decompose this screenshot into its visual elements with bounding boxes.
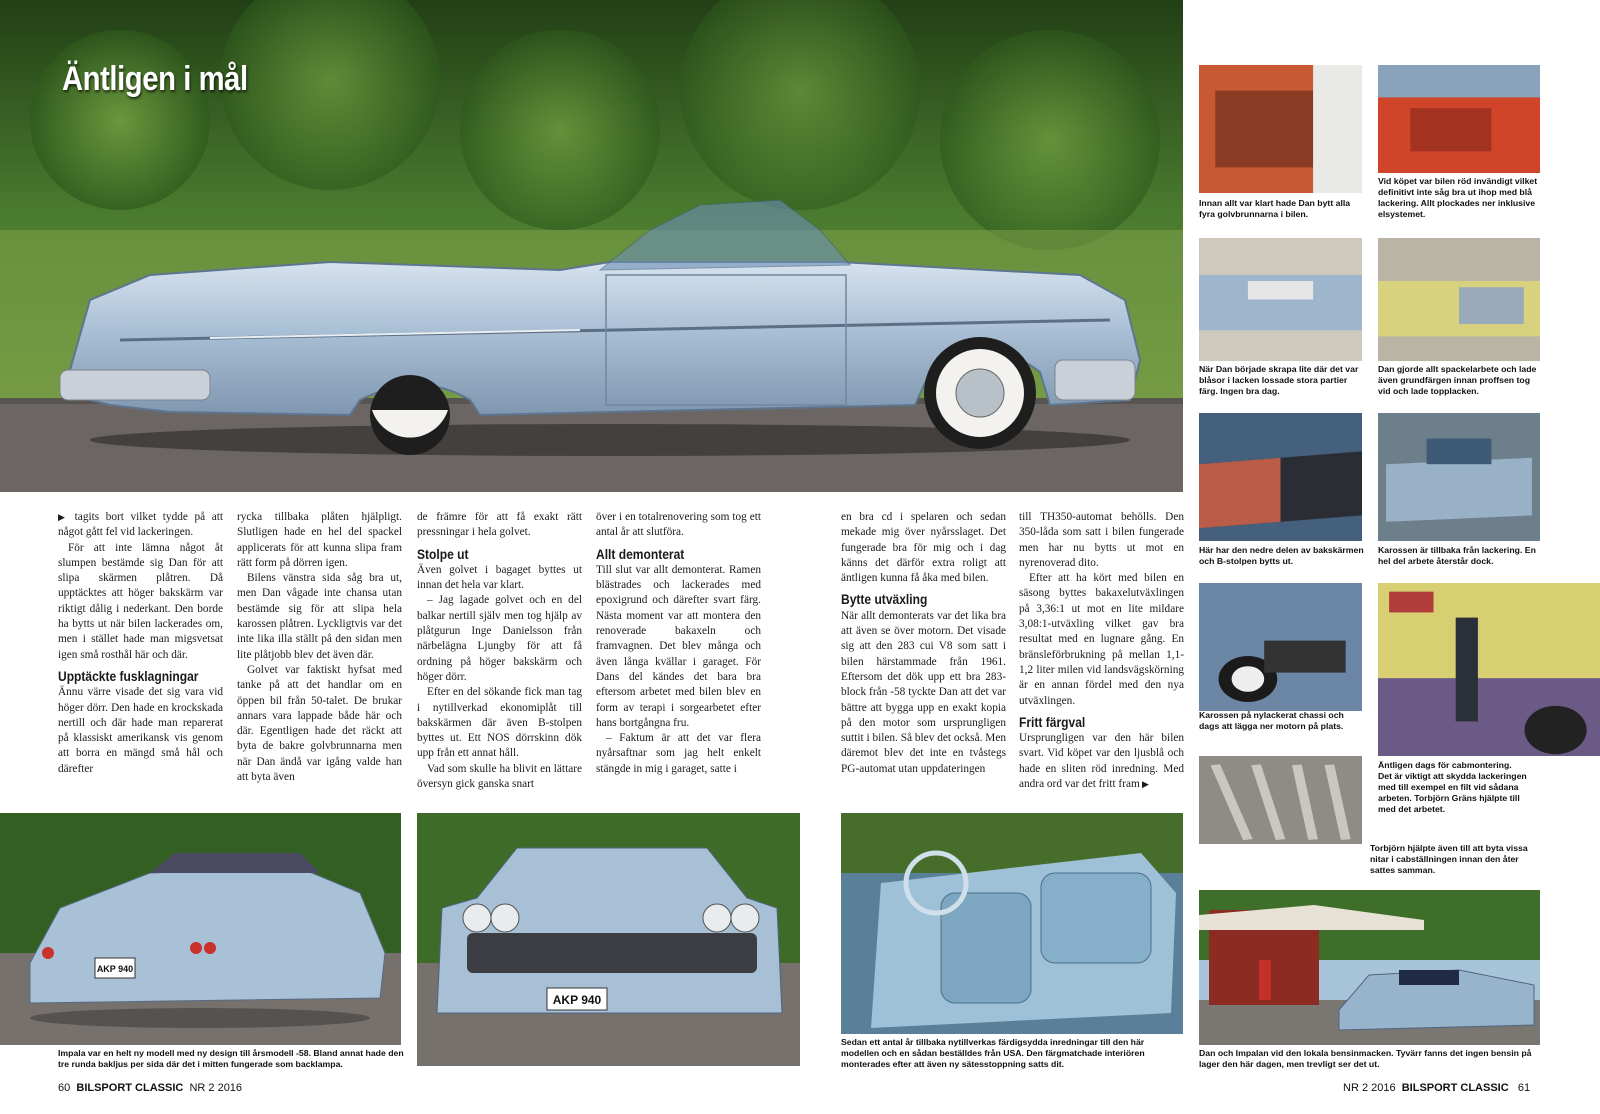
caption-paint-scraping: När Dan började skrapa lite där det var blåsor i lacken lossade stora partier färg. Ingen bra dag. <box>1199 364 1359 396</box>
paragraph: Bilens vänstra sida såg bra ut, men Dan vågade inte chansa utan bestämde sig för att slipa hela karossen plåtren. Lyckligtvis var det inte lika illa ställt på den sidan men lite plåtjobb blev det även där. <box>237 572 402 661</box>
gas-station-photo <box>1199 890 1540 1045</box>
page-number: 60 <box>58 1082 71 1094</box>
article-title: Äntligen i mål <box>62 60 248 98</box>
magazine-name: BILSPORT CLASSIC <box>1401 1082 1509 1094</box>
caption-top-mounting: Äntligen dags för cabmontering. Det är viktigt att skydda lackeringen med till exempel en filt vid sådana arbeten. Torbjörn Gräns hjälpte till med det arbetet. <box>1378 760 1527 814</box>
interior-photo <box>841 813 1183 1034</box>
paragraph: en bra cd i spelaren och sedan mekade mig över nyårsslaget. Det fungerade bra för mig och i dag känns det därför extra roligt att äntligen kunna få åka med bilen. <box>841 511 1006 585</box>
subheading: Fritt färgval <box>1019 713 1086 730</box>
caption-painted-body: Karossen är tillbaka från lackering. En hel del arbete återstår dock. <box>1378 545 1536 566</box>
caption-red-interior: Vid köpet var bilen röd invändigt vilket definitivt inte såg bra ut ihop med blå lackering. Allt plockades ner inklusive elsystemet. <box>1378 176 1538 219</box>
filler-work-photo <box>1378 238 1540 361</box>
continue-marker-icon: ▶ <box>58 512 75 522</box>
paragraph <box>58 510 223 541</box>
caption-interior: Sedan ett antal år tillbaka nytillverkas färdigsydda inredningar till den här modellen och en sådan beställdes från USA. Den färgmatchade interiören monterades efter att även ny sätesstoppning satts dit. <box>841 1037 1145 1069</box>
paragraph: till TH350-automat behölls. Den 350-låda som satt i bilen fungerade men har nu bytts ut mot en nyrenoverad dito. <box>1019 511 1184 569</box>
paragraph: Vad som skulle ha blivit en lättare översyn gick ganska snart <box>417 762 582 791</box>
paragraph: Ännu värre visade det sig vara vid höger dörr. Den hade en krockskada nertill och där hade man reparerat på klassiskt amerikansk vis genom att borra en mängd små hål och därefter <box>58 686 223 775</box>
folio-right <box>1343 1082 1530 1094</box>
text-column-3 <box>417 510 582 792</box>
paragraph-text: tagits bort vilket tydde på att något gått fel vid lackeringen. <box>58 511 223 539</box>
paragraph: – Faktum är att det var flera nyårsaftnar som jag helt enkelt stängde in mig i garaget, satte i <box>596 732 761 775</box>
front-view-photo <box>417 813 800 1066</box>
page-number: 61 <box>1517 1082 1531 1094</box>
text-column-2 <box>237 510 402 785</box>
paragraph: över i en totalrenovering som tog ett antal år att slutföra. <box>596 511 761 539</box>
text-column-6 <box>1019 510 1184 792</box>
text-column-1 <box>58 510 223 777</box>
paragraph: – Jag lagade golvet och en del balkar nertill själv men tog hjälp av plåtgurun Inge Danielsson från närbelägna Ljungby för att få ordning på höger bakskärm och höger dörr. <box>417 594 582 683</box>
folio-left <box>58 1082 242 1094</box>
text-column-4 <box>596 510 761 777</box>
chassis-photo <box>1199 583 1362 711</box>
magazine-name: BILSPORT CLASSIC <box>76 1082 184 1094</box>
subheading: Allt demonterat <box>596 545 685 562</box>
top-frame-parts-photo <box>1199 756 1362 844</box>
subheading: Bytte utväxling <box>841 591 928 608</box>
issue-number: NR 2 2016 <box>1343 1082 1396 1094</box>
paragraph: de främre för att få exakt rätt pressningar i hela golvet. <box>417 511 582 539</box>
front-license-plate: AKP 940 <box>552 993 602 1007</box>
paragraph: Efter att ha kört med bilen en säsong byttes bakaxelutväxlingen på 3,36:1 ut mot en lite mildare 3,08:1-utväxling vilket gav bra resultat med en lugnare gång. En bränsleförbrukning på mellan 1,1-1,2 liter milen vid landsvägskörning är en annan fördel med den nya utväxlingen. <box>1019 572 1184 707</box>
caption-rear-view: Impala var en helt ny modell med ny design till årsmodell -58. Bland annat hade den tre runda bakljus per sida där det i mitten fungerade som backlampa. <box>58 1048 404 1069</box>
caption-floor-pans: Innan allt var klart hade Dan bytt alla fyra golvbrunnarna i bilen. <box>1199 198 1351 219</box>
painted-body-photo <box>1378 413 1540 541</box>
issue-number: NR 2 2016 <box>189 1082 243 1094</box>
caption-rear-quarter: Här har den nedre delen av bakskärmen och B-stolpen bytts ut. <box>1199 545 1364 566</box>
continue-marker-icon: ▶ <box>1139 779 1149 790</box>
paragraph: För att inte lämna något åt slumpen bestämde sig Dan för att slipa skärmen plåtren. Då upptäcktes att höger bakskärm var riktigt dålig i nederkant. Den borde ha bytts ut när bilen lackerades om, men i stället hade man migsvetsat igen små rosthål här och där. <box>58 541 223 661</box>
caption-chassis: Karossen på nylackerat chassi och dags att lägga ner motorn på plats. <box>1199 710 1344 731</box>
paragraph: rycka tillbaka plåten hjälpligt. Slutligen hade en hel del spackel applicerats för att kunna slipa fram rätt form på dörren igen. <box>237 511 402 569</box>
text-column-5 <box>841 510 1006 777</box>
subheading: Upptäckte fusklagningar <box>58 667 199 684</box>
rear-quarter-photo <box>1199 413 1362 541</box>
red-interior-photo <box>1378 65 1540 173</box>
rear-license-plate: AKP 940 <box>96 964 134 974</box>
caption-filler-work: Dan gjorde allt spackelarbete och lade även grundfärgen innan proffsen tog vid och lade topplacken. <box>1378 364 1537 396</box>
floor-pan-photo <box>1199 65 1362 193</box>
paragraph: Efter en del sökande fick man tag i nytillverkad ekonomiplåt till bakskärmen där även B-stolpen byttes ut. Ett NOS dörrskinn dök upp från ett annat håll. <box>417 686 582 760</box>
rear-view-photo <box>0 813 401 1045</box>
caption-gas-station: Dan och Impalan vid den lokala bensinmacken. Tyvärr fanns det ingen bensin på lager den här dagen, men trevligt ser det ut. <box>1199 1048 1532 1069</box>
caption-top-frame: Torbjörn hjälpte även till att byta vissa nitar i cabställningen innan den åter sattes samman. <box>1370 843 1528 875</box>
paragraph: Till slut var allt demonterat. Ramen blästrades och lackerades med epoxigrund och därefter svart färg. Nästa moment var att montera den renoverade bakaxeln och framvagnen. Det blev många och även långa kvällar i garaget. För Dans del kändes det bara bra eftersom arbetet med bilen blev en form av terapi i sorgearbetet efter hans bortgångna fru. <box>596 563 761 729</box>
paragraph: Även golvet i bagaget byttes ut innan det hela var klart. <box>417 563 582 592</box>
top-mounting-photo <box>1378 583 1600 756</box>
paragraph: När allt demonterats var det lika bra att även se över motorn. Det visade sig att den 283 cui V8 som satt i bilen härstammade från 1961. Eftersom det dök upp ett bra 283-block från -58 tyckte Dan att det var bättre att bygga upp en exakt kopia på den motor som ursprungligen suttit i bilen. Så blev det också. Men däremot blev det inte en tvåstegs PG-automat utan uppdateringen <box>841 609 1006 775</box>
paragraph <box>1019 731 1184 792</box>
subheading: Stolpe ut <box>417 545 469 562</box>
paragraph: Golvet var faktiskt hyfsat med tanke på att det handlar om en öppen bil från 50-talet. De brukar annars vara lappade både här och där. Egentligen hade det räckt att byta de bakre golvbrunnarna men när Dan ändå var igång valde han att byta även <box>237 663 402 784</box>
paint-scraping-photo <box>1199 238 1362 361</box>
paragraph-text: Ursprungligen var den här bilen svart. Vid köpet var den ljusblå och hade en sliten röd inredning. Med andra ord var det fritt fram <box>1019 732 1184 791</box>
